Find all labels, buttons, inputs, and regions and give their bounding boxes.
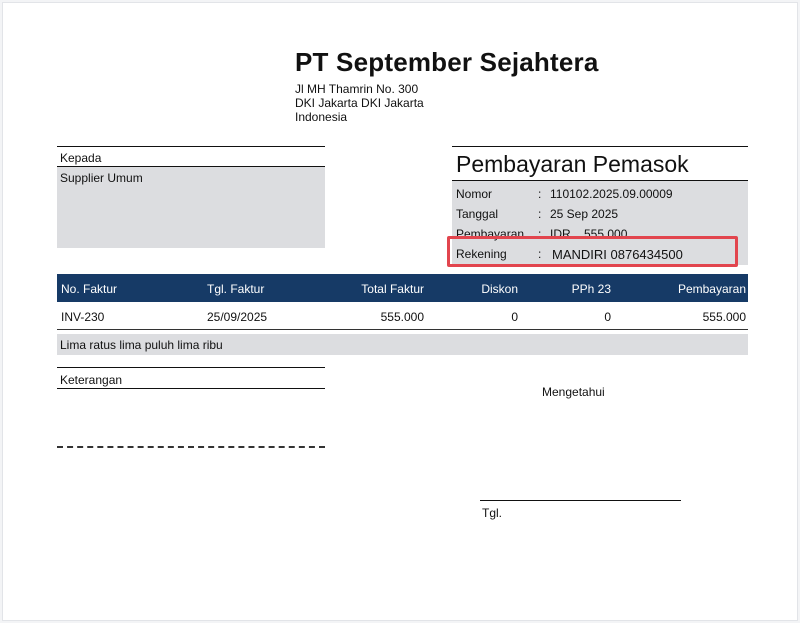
field-label: Tanggal — [456, 207, 499, 221]
recipient-name: Supplier Umum — [57, 166, 325, 248]
cell-no-faktur: INV-230 — [61, 310, 105, 324]
table-header — [57, 274, 748, 302]
header-pph23: PPh 23 — [571, 282, 611, 296]
cell-pph23: 0 — [604, 310, 611, 324]
signature-line — [480, 500, 681, 501]
signature-label: Mengetahui — [542, 385, 605, 399]
company-address-line3: Indonesia — [295, 110, 348, 124]
company-address-line2: DKI Jakarta DKI Jakarta — [295, 96, 424, 110]
document-title: Pembayaran Pemasok — [452, 146, 748, 180]
field-colon: : — [538, 247, 542, 261]
field-colon: : — [538, 227, 542, 241]
field-value: MANDIRI 0876434500 — [552, 247, 683, 262]
cell-diskon: 0 — [511, 310, 518, 324]
signature-date-label: Tgl. — [482, 506, 503, 520]
field-label: Pembayaran — [456, 227, 525, 241]
company-name: PT September Sejahtera — [295, 47, 599, 77]
notes-dashed-line — [57, 446, 325, 448]
cell-pembayaran: 555.000 — [702, 310, 746, 324]
field-value: 25 Sep 2025 — [550, 207, 619, 221]
field-value: 110102.2025.09.00009 — [550, 187, 673, 201]
cell-total-faktur: 555.000 — [380, 310, 424, 324]
cell-tgl-faktur: 25/09/2025 — [207, 310, 268, 324]
header-diskon: Diskon — [481, 282, 518, 296]
rekening-highlight-box — [447, 236, 738, 267]
field-value: IDR 555.000 — [550, 227, 628, 241]
company-address-line1: Jl MH Thamrin No. 300 — [295, 82, 419, 96]
document-page — [2, 2, 798, 621]
header-tgl-faktur: Tgl. Faktur — [207, 282, 265, 296]
field-tanggal — [452, 203, 748, 223]
field-colon: : — [538, 207, 542, 221]
header-pembayaran: Pembayaran — [677, 282, 746, 296]
amount-in-words: Lima ratus lima puluh lima ribu — [57, 334, 748, 355]
header-total-faktur: Total Faktur — [361, 282, 424, 296]
field-label: Rekening — [456, 247, 507, 261]
recipient-box — [57, 146, 325, 248]
recipient-label: Kepada — [57, 146, 325, 166]
header-no-faktur: No. Faktur — [61, 282, 118, 296]
notes-label: Keterangan — [57, 367, 325, 389]
table-row — [57, 302, 748, 330]
field-nomor — [452, 183, 748, 203]
field-colon: : — [538, 187, 542, 201]
invoice-table — [57, 274, 748, 330]
field-label: Nomor — [456, 187, 493, 201]
